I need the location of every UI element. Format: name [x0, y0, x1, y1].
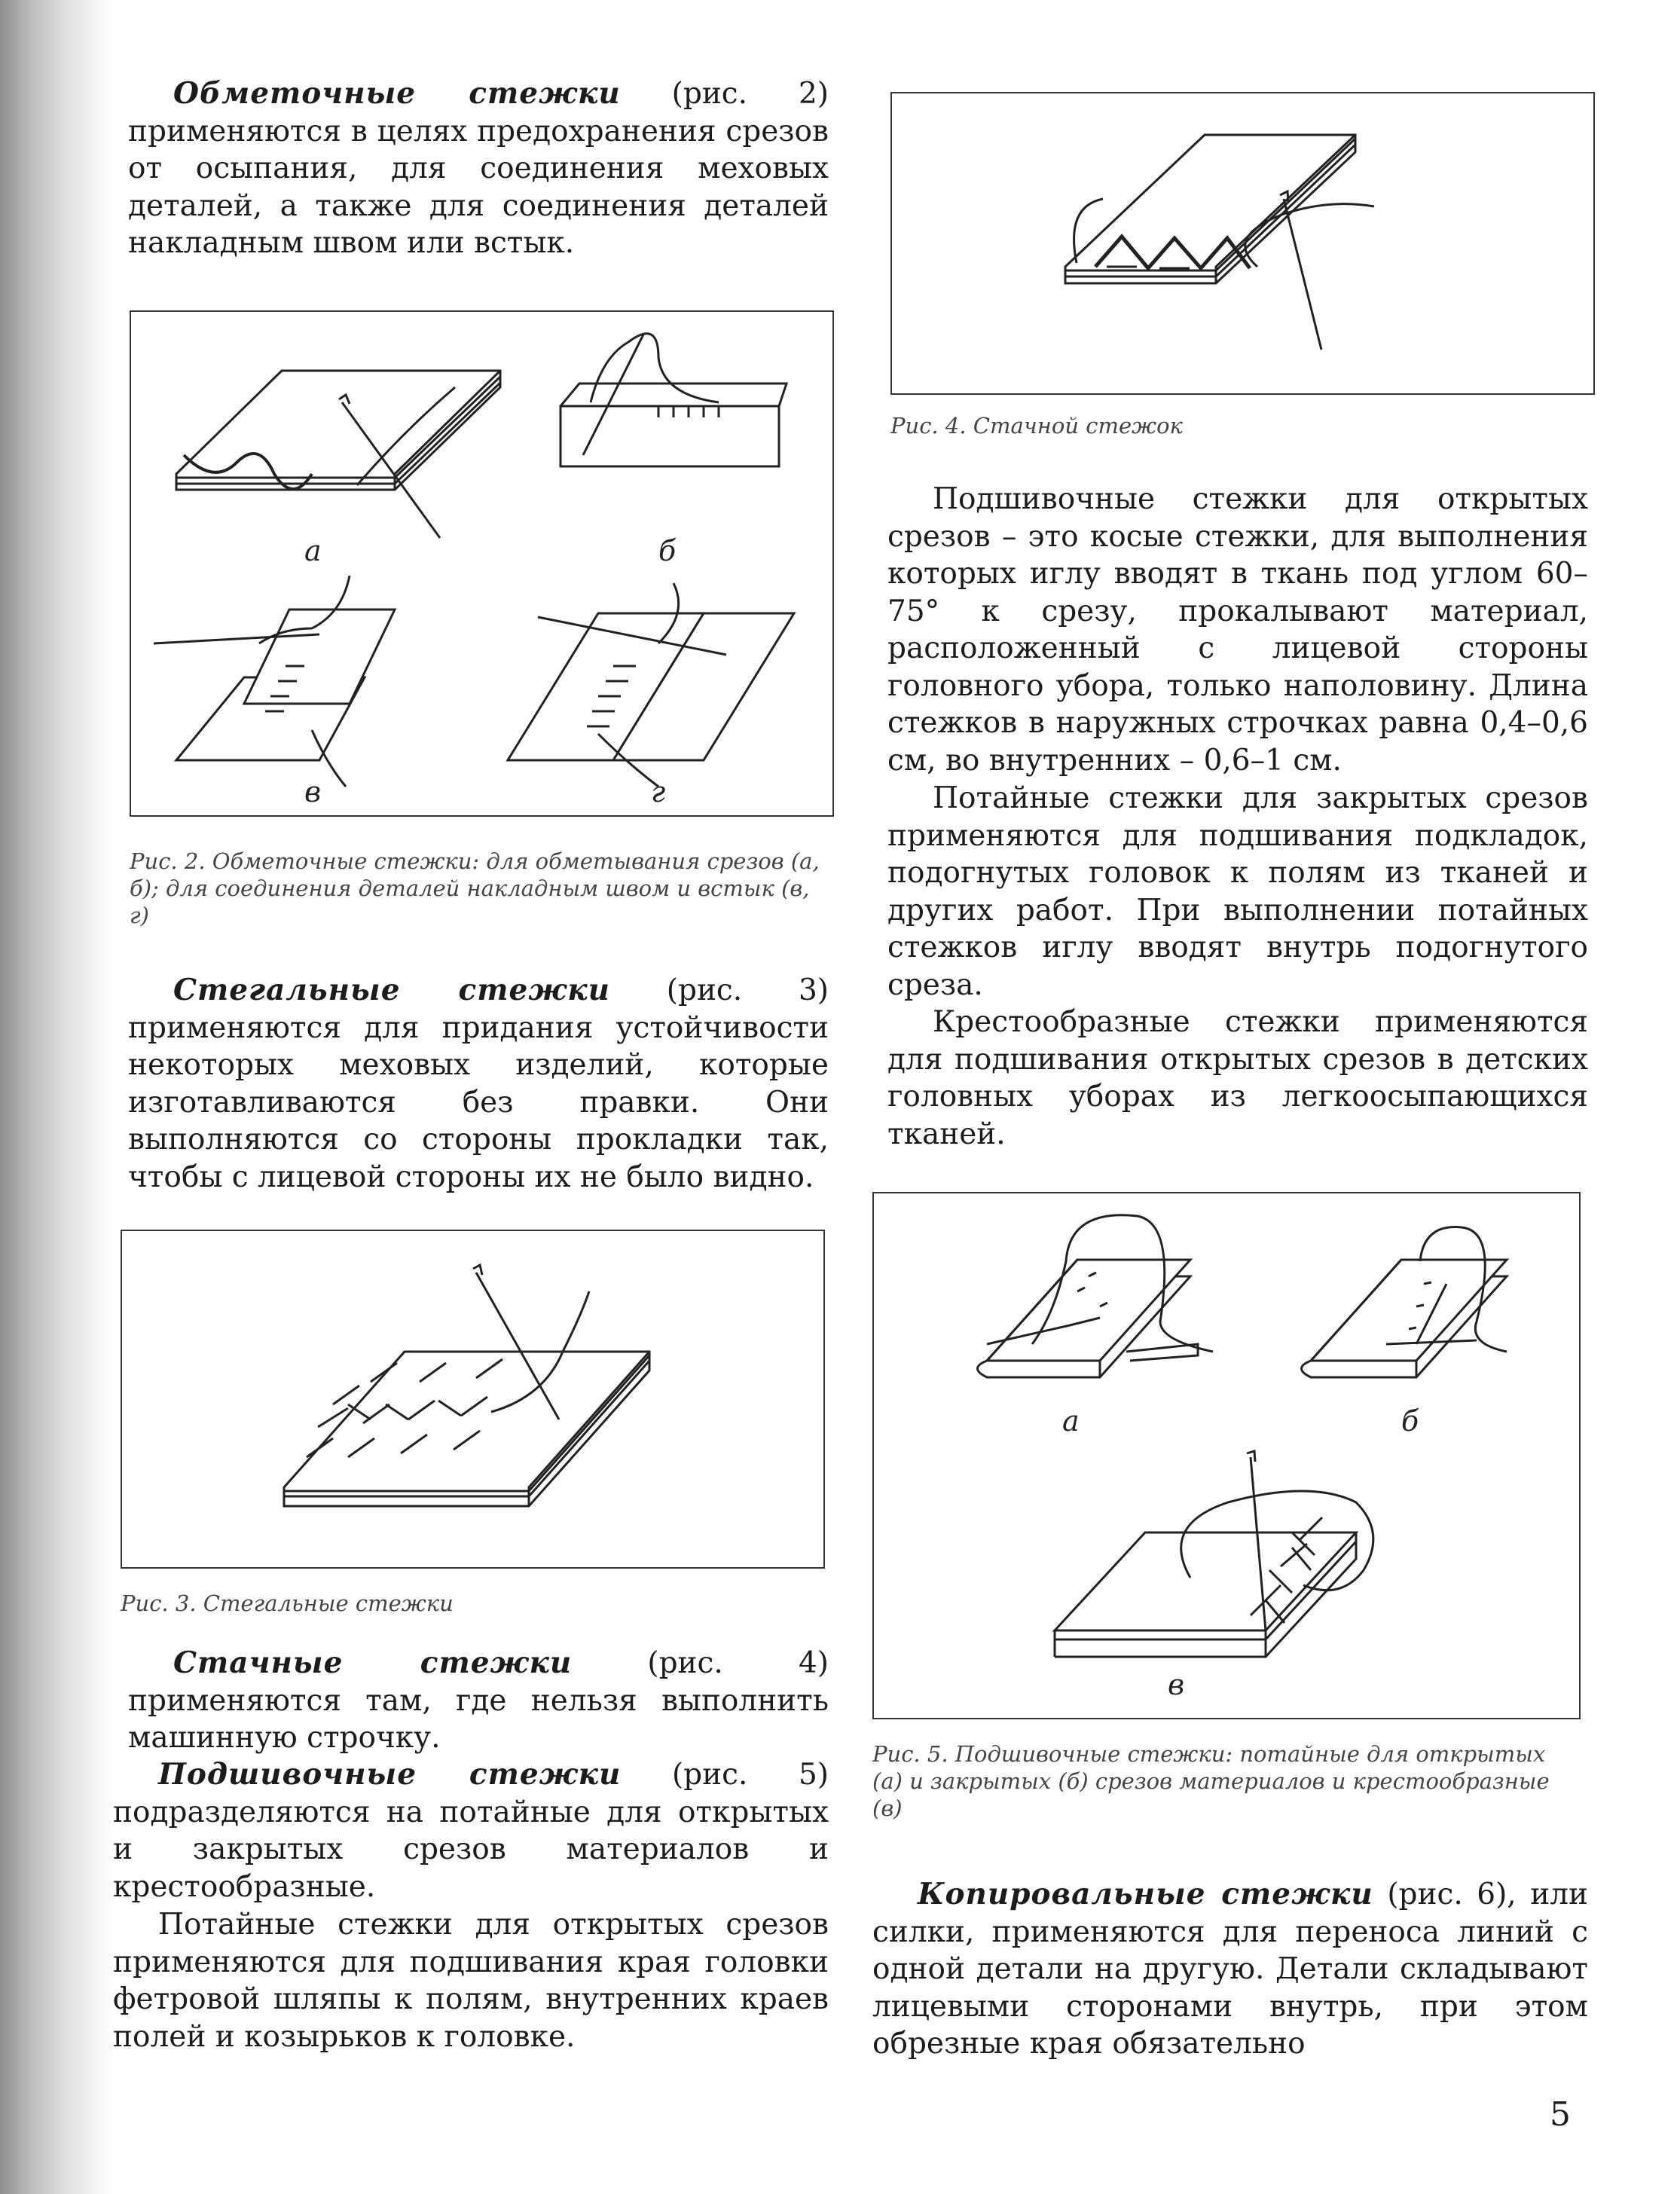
figure-5-caption: Рис. 5. Подшивочные стежки: потайные для открытых (а) и закрытых (б) срезов материалов и крестообразные (в) — [872, 1741, 1550, 1821]
paragraph-joining-stitches — [128, 1645, 829, 1757]
term-joining: Стачные стежки — [173, 1646, 573, 1680]
page-binding-shadow — [0, 0, 113, 2194]
paragraph-text: (рис. 2) применяются в целях предохранения срезов от осыпания, для соединения меховых деталей, а также для соединения деталей накладным швом или встык. — [128, 77, 829, 260]
term-overcasting: Обметочные стежки — [173, 76, 621, 111]
figure-2-label-g: г — [651, 775, 666, 808]
paragraph-text: (рис. 5) подразделяются на потайные для открытых и закрытых срезов материалов и крестообразные. — [113, 1758, 829, 1904]
paragraph-blind-stitches-closed: Потайные стежки для закрытых срезов применяются для подшивания подкладок, подогнутых головок к полям из тканей и других работ. При выполнении потайных стежков иглу вводят внутрь подогнутого среза. — [887, 781, 1588, 1002]
paragraph-hemming-stitches — [113, 1756, 829, 1905]
figure-5-label-v: в — [1168, 1668, 1185, 1701]
paragraph-overcasting-stitches — [128, 75, 829, 262]
figure-2-label-v: в — [304, 775, 322, 808]
term-quilting: Стегальные стежки — [173, 973, 610, 1007]
figure-3-caption: Рис. 3. Стегальные стежки — [121, 1590, 454, 1616]
paragraph-quilting-stitches — [128, 972, 829, 1196]
paragraph-tracing-stitches — [872, 1876, 1588, 2063]
figure-4 — [890, 92, 1595, 395]
figure-4-illustration — [892, 93, 1596, 396]
figure-2-illustration — [131, 312, 835, 818]
figure-3-illustration — [122, 1231, 826, 1570]
term-hemming: Подшивочные стежки — [158, 1757, 622, 1792]
figure-5-label-a: а — [1062, 1404, 1080, 1438]
page-number: 5 — [1550, 2095, 1571, 2134]
paragraph-text: (рис. 3) применяются для придания устойчивости некоторых меховых изделий, которые изготавливаются без правки. Они выполняются со стороны прокладки так, чтобы с лицевой стороны их не было видно. — [128, 973, 829, 1194]
figure-4-caption: Рис. 4. Стачной стежок — [890, 413, 1183, 438]
figure-2-label-a: а — [304, 534, 322, 567]
figure-2 — [130, 310, 834, 817]
term-tracing: Копировальные стежки — [918, 1877, 1373, 1911]
figure-5-label-b: б — [1401, 1404, 1419, 1438]
paragraph-text: (рис. 6), или силки, применяются для переноса линий с одной детали на другую. Детали складывают лицевыми сторонами внутрь, при этом обрезные края обязательно — [872, 1878, 1588, 2061]
paragraph-blind-stitches-open: Потайные стежки для открытых срезов применяются для подшивания края головки фетровой шляпы к полям, внутренних краев полей и козырьков к головке. — [113, 1908, 829, 2054]
paragraph-hemming-open-edges: Подшивочные стежки для открытых срезов – это косые стежки, для выполнения которых иглу вводят в ткань под углом 60–75° к срезу, прокалывают материал, расположенный с лицевой стороны головного убора, только наполовину. Длина стежков в наружных строчках равна 0,4–0,6 см, во внутренних – 0,6–1 см. — [887, 482, 1588, 778]
figure-5-illustration — [874, 1193, 1582, 1721]
paragraph-cross-stitches: Крестообразные стежки применяются для подшивания открытых срезов в детских головных уборах из легкоосыпающихся тканей. — [887, 1005, 1588, 1151]
paragraph-text: (рис. 4) применяются там, где нельзя выполнить машинную строчку. — [128, 1646, 829, 1755]
figure-5 — [872, 1192, 1581, 1719]
figure-2-caption: Рис. 2. Обметочные стежки: для обметывания срезов (а, б); для соединения деталей накладным швом и встык (в, г) — [130, 848, 820, 928]
figure-2-label-b: б — [658, 534, 677, 567]
figure-3 — [121, 1230, 825, 1569]
